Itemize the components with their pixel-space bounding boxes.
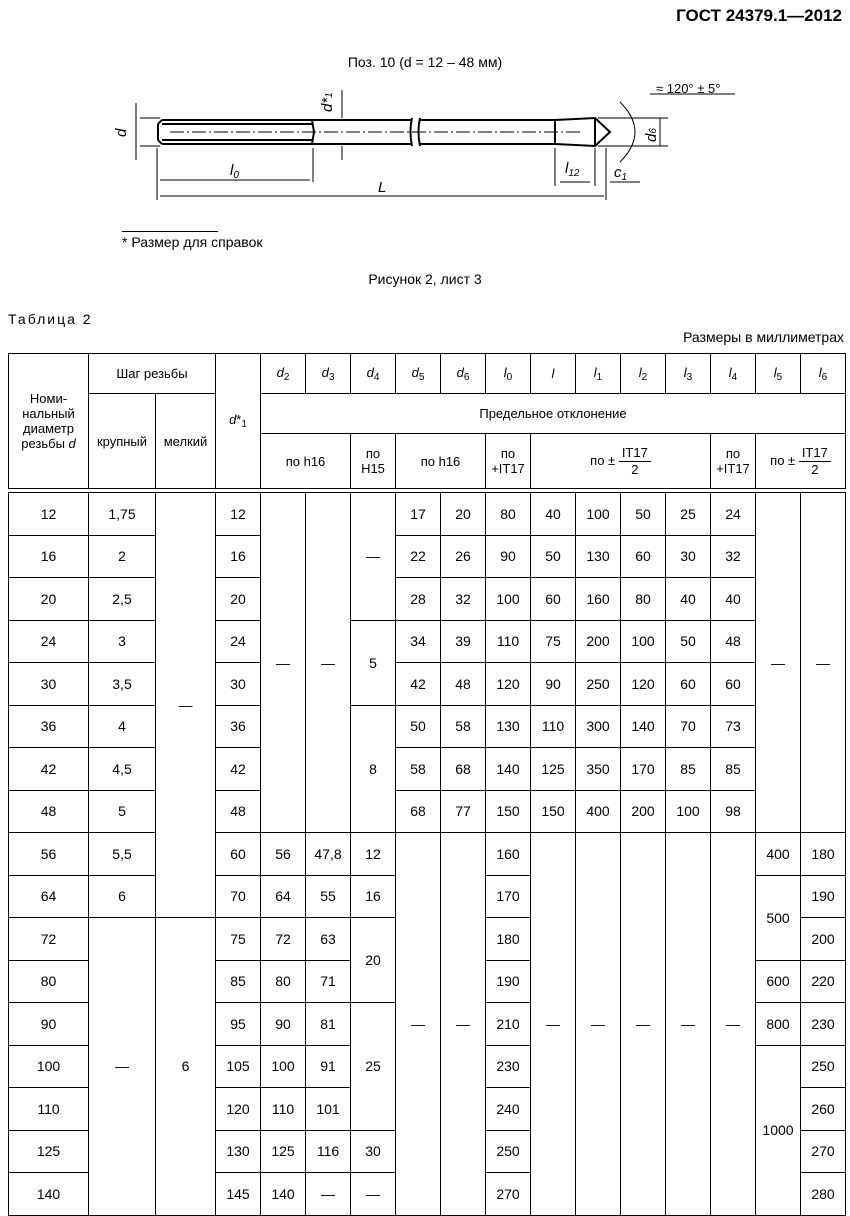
header-coarse: крупный (89, 394, 156, 489)
svg-text:L: L (378, 179, 387, 196)
header-l5: $l_5$ (756, 354, 801, 394)
svg-text:c1: $c_1$ (614, 164, 628, 183)
table-row: 42 4,5 42 58 68 140 125 350 170 85 85 (9, 748, 846, 791)
table-row: 30 3,5 30 42 48 120 90 250 120 60 60 (9, 663, 846, 706)
svg-text:d*1: d*1 (319, 92, 336, 112)
svg-text:d6: d6 (643, 128, 660, 142)
units-note: Размеры в миллиметрах (683, 329, 844, 345)
table-row: 36 4 36 8 50 58 130 110 300 140 70 73 (9, 705, 846, 748)
header-fine: мелкий (156, 394, 216, 489)
header-d4: $d_4$ (351, 354, 396, 394)
footnote-divider (122, 231, 218, 232)
tol-IT17b: по +IT17 (711, 434, 756, 489)
tol-IT17: по +IT17 (486, 434, 531, 489)
table-row: 90 95 90 81 25 210 800 230 (9, 1003, 846, 1046)
tol-h16: по h16 (261, 434, 351, 489)
header-l1: $l_1$ (576, 354, 621, 394)
table-row: 80 85 80 71 190 600 220 (9, 960, 846, 1003)
header-l3: $l_3$ (666, 354, 711, 394)
svg-text:≈ 120° ± 5°: ≈ 120° ± 5° (656, 81, 721, 96)
header-d5: $d_5$ (396, 354, 441, 394)
header-limit: Предельное отклонение (261, 394, 846, 434)
header-l2: $l_2$ (621, 354, 666, 394)
table-row: 125 130 125 116 30 250 270 (9, 1130, 846, 1173)
table-row: 56 5,5 60 56 47,8 12 — — 160 — — — — — 400 180 (9, 833, 846, 876)
table-row: 140 145 140 — — 270 280 (9, 1173, 846, 1216)
header-nominal: Номи- нальный диаметр резьбы d (9, 354, 89, 489)
table-title: Таблица 2 (8, 311, 93, 327)
tol-H15: по H15 (351, 434, 396, 489)
header-l4: $l_4$ (711, 354, 756, 394)
header-d3: $d_3$ (306, 354, 351, 394)
header-l: l (531, 354, 576, 394)
header-l6: $l_6$ (801, 354, 846, 394)
svg-text:l0: $l_0$ (230, 162, 239, 181)
header-d6: $d_6$ (441, 354, 486, 394)
table-row: 24 3 24 5 34 39 110 75 200 100 50 48 (9, 620, 846, 663)
standard-number: ГОСТ 24379.1—2012 (676, 6, 842, 25)
header-d1: $d*_1$ (216, 354, 261, 489)
header-l0: $l_0$ (486, 354, 531, 394)
table-row: 12 1,75 — 12 — — — 17 20 80 40 100 50 25 24 — — (9, 493, 846, 536)
table-row: 100 105 100 91 230 1000 250 (9, 1045, 846, 1088)
table-row: 64 6 70 64 55 16 170 500 190 (9, 875, 846, 918)
rod-drawing (0, 0, 850, 230)
position-label: Поз. 10 (d = 12 – 48 мм) (347, 54, 503, 70)
footnote: * Размер для справок (122, 234, 263, 250)
table-row: 48 5 48 68 77 150 150 400 200 100 98 (9, 790, 846, 833)
figure-caption: Рисунок 2, лист 3 (368, 271, 482, 287)
header-pitch: Шаг резьбы (89, 354, 216, 394)
table-row: 72 — 6 75 72 63 20 180 200 (9, 918, 846, 961)
svg-text:d: d (113, 128, 130, 137)
table-row: 16 2 16 22 26 90 50 130 60 30 32 (9, 535, 846, 578)
tol-h16b: по h16 (396, 434, 486, 489)
svg-text:l12: $l_{12}$ (565, 160, 580, 179)
tol-pm: по ± $\frac{IT17}{2}$ (531, 434, 711, 489)
table-row: 20 2,5 20 28 32 100 60 160 80 40 40 (9, 578, 846, 621)
tol-pm2: по ± $\frac{IT17}{2}$ (756, 434, 846, 489)
header-d2: $d_2$ (261, 354, 306, 394)
dimensions-table (8, 353, 846, 1216)
table-row: 110 120 110 101 240 260 (9, 1088, 846, 1131)
